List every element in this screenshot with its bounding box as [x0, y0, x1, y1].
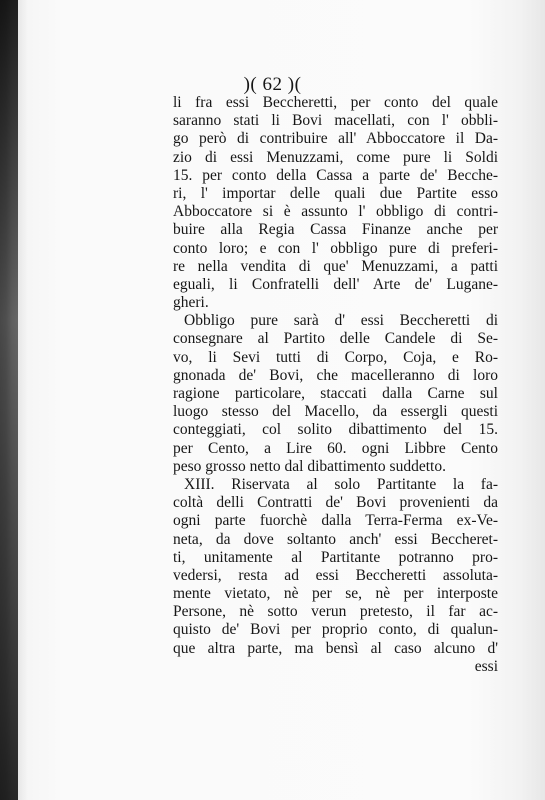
text-line: ti, unitamente al Partitante potranno pro- — [173, 548, 498, 566]
text-line: ogni parte fuorchè dalla Terra-Ferma ex-Ve- — [173, 512, 498, 530]
text-line: li fra essi Beccheretti, per conto del quale — [173, 94, 498, 111]
page-number: )( 62 )( — [243, 74, 302, 95]
text-line: saranno stati li Bovi macellati, con l' obbli- — [173, 112, 498, 130]
text-line: zio di essi Menuzzami, come pure li Soldi — [173, 148, 498, 166]
text-line: peso grosso netto dal dibattimento suddetto. — [173, 457, 446, 475]
text-line: go però di contribuire all' Abboccatore il Da- — [173, 130, 498, 148]
text-line: mente vietato, nè per se, nè per interposte — [173, 585, 498, 603]
text-line: conto loro; e con l' obbligo pure di preferi- — [173, 239, 498, 257]
text-line: quisto de' Bovi per proprio conto, di qualun- — [173, 621, 498, 639]
text-line: ri, l' importar delle quali due Partite esso — [173, 184, 498, 202]
text-line: gheri. — [173, 294, 209, 312]
text-line: re nella vendita di que' Menuzzami, a patti — [173, 257, 498, 275]
text-line: ragione particolare, staccati dalla Carne sul — [173, 385, 498, 402]
text-line: 15. per conto della Cassa a parte de' Becche- — [173, 166, 498, 184]
text-line: Persone, nè sotto verun pretesto, il far ac- — [173, 603, 498, 621]
text-line: buire alla Regia Cassa Finanze anche per — [173, 221, 498, 239]
body-text — [173, 94, 498, 676]
text-line: que altra parte, ma bensì al caso alcuno d' — [173, 639, 498, 657]
catchword: essi — [474, 657, 498, 675]
text-line: per Cento, a Lire 60. ogni Libbre Cento — [173, 439, 498, 457]
text-line: luogo stesso del Macello, da essergli questi — [173, 403, 498, 421]
text-line: conteggiati, col solito dibattimento del 15. — [173, 421, 498, 439]
text-line: vedersi, resta ad essi Beccheretti assoluta- — [173, 566, 498, 584]
article-heading-line: XIII. Riservata al solo Partitante la fa- — [184, 475, 498, 493]
paragraph-start-line: Obbligo pure sarà d' essi Beccheretti di — [184, 312, 498, 330]
text-line: eguali, li Confratelli dell' Arte de' Lugane- — [173, 275, 498, 293]
text-line: neta, da dove soltanto anch' essi Beccheret- — [173, 530, 498, 548]
text-line: Abboccatore si è assunto l' obbligo di contri- — [173, 203, 498, 221]
text-line: gnonada de' Bovi, che macelleranno di loro — [173, 366, 498, 384]
text-line: vo, li Sevi tutti di Corpo, Coja, e Ro- — [173, 348, 498, 366]
text-line: coltà delli Contratti de' Bovi provenienti da — [173, 494, 498, 512]
text-line: consegnare al Partito delle Candele di Se- — [173, 330, 498, 348]
